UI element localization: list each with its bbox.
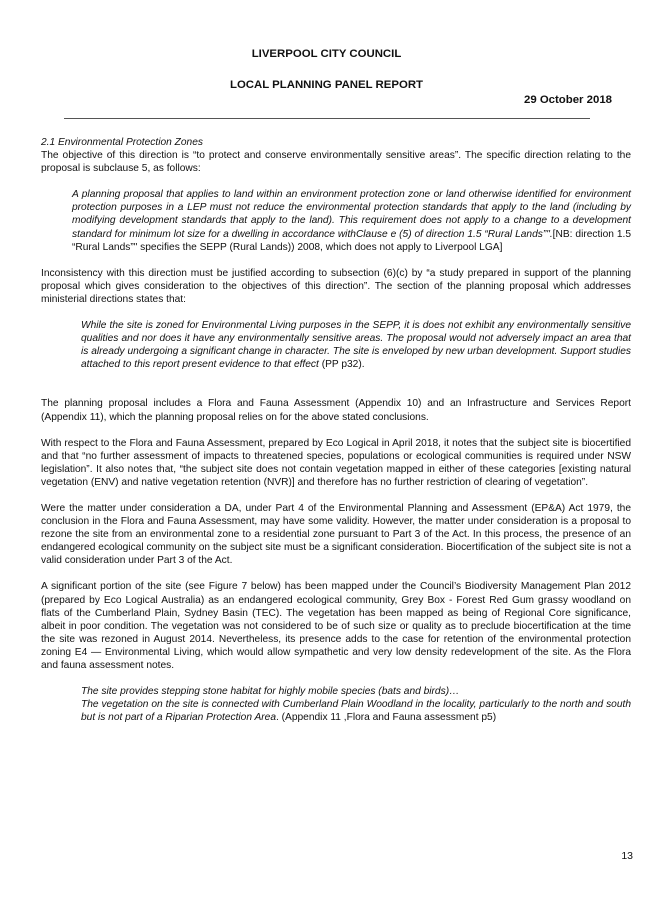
- quote-planning-proposal-italic: While the site is zoned for Environmental Living purposes in the SEPP, it is does not exhibit any environmentally sensitive qualities and nor does it have any environmentally sensitive areas. The proposal would not adversely impact an area that is already undergoing a significant change in character. The site is enveloped by new urban development. Support studies attached to this report present evidence to that effect: [81, 320, 631, 371]
- quote-vegetation-italic: The vegetation on the site is connected with Cumberland Plain Woodland in the locality, particularly to the north and south but is not part of a Riparian Protection Area: [81, 699, 631, 724]
- section-heading: 2.1 Environmental Protection Zones: [41, 137, 203, 148]
- report-date: 29 October 2018: [523, 94, 612, 106]
- paragraph-inconsistency: Inconsistency with this direction must be justified according to subsection (6)(c) by “a study prepared in support of the planning proposal which gives consideration to the objectives of this direction”. The section of the planning proposal which addresses ministerial directions states that:: [41, 267, 631, 305]
- paragraph-appendices: The planning proposal includes a Flora and Fauna Assessment (Appendix 10) and an Infrastructure and Services Report (Appendix 11), which the planning proposal relies on for the above stated conclusions.: [41, 398, 631, 423]
- quote-habitat: The site provides stepping stone habitat for highly mobile species (bats and birds)…: [81, 686, 460, 698]
- quote-planning-proposal-ref: (PP p32).: [318, 359, 365, 371]
- header-divider: [64, 118, 590, 119]
- quote-planning-proposal: [81, 319, 631, 371]
- quote-direction-note: [NB: direction 1.5 “Rural Lands”" specifies the SEPP (Rural Lands)) 2008, which does not apply to Liverpool LGA]: [72, 228, 631, 253]
- paragraph-objective: The objective of this direction is “to protect and conserve environmentally sensitive areas”. The specific direction relating to the proposal is subclause 5, as follows:: [41, 150, 631, 175]
- page-number: 13: [621, 850, 633, 862]
- report-title: LOCAL PLANNING PANEL REPORT: [229, 79, 424, 91]
- paragraph-biodiversity: A significant portion of the site (see Figure 7 below) has been mapped under the Council’s Biodiversity Management Plan 2012 (prepared by Eco Logical Australia) as an endangered ecological community, Grey Box - Forest Red Gum grassy woodland on flats of the Cumberland Plain, Sydney Basin (TEC). The vegetation has been mapped as being of Regional Core significance, albeit in poor condition. The vegetation was not considered to be of such size or quality as to preclude biocertification at the time the site was rezoned in August 2014. Nevertheless, its presence adds to the case for retention of the environmental protection zoning E4 — Environmental Living, which would allow sympathetic and very low density redevelopment of the site. As the Flora and fauna assessment notes.: [41, 581, 631, 671]
- quote-direction-italic: A planning proposal that applies to land within an environment protection zone or land otherwise identified for environment protection purposes in a LEP must not reduce the environmental protection standards that apply to the land (including by modifying development standards that apply to the land). This requirement does not apply to a change to a development standard for minimum lot size for a dwelling in accordance withClause e (5) of direction 1.5 “Rural Lands”".: [72, 189, 631, 240]
- report-body: [41, 136, 631, 724]
- paragraph-flora-fauna: With respect to the Flora and Fauna Assessment, prepared by Eco Logical in April 2018, it notes that the subject site is biocertified and that “no further assessment of impacts to threatened species, populations or ecological communities is required under NSW legislation”. It also notes that, “the subject site does not contain vegetation mapped in either of these categories [existing natural vegetation (ENV) and native vegetation retention (NVR)] and therefore has no further restriction of clearing of vegetation”.: [41, 437, 631, 488]
- council-name: LIVERPOOL CITY COUNCIL: [251, 48, 402, 60]
- quote-vegetation: [81, 698, 631, 724]
- quote-direction: [72, 188, 631, 253]
- paragraph-da-matter: Were the matter under consideration a DA, under Part 4 of the Environmental Planning and Assessment (EP&A) Act 1979, the conclusion in the Flora and Fauna Assessment, may have some validity. However, the matter under consideration is a proposal to rezone the site from an environmental zone to a residential zone pursuant to Part 3 of the Act. In this process, the presence of an endangered ecological community on the subject site must be a significant consideration. Biocertification of the subject site is not a valid consideration under Part 3 of the Act.: [41, 502, 631, 567]
- quote-vegetation-ref: . (Appendix 11 ,Flora and Fauna assessment p5): [276, 712, 497, 724]
